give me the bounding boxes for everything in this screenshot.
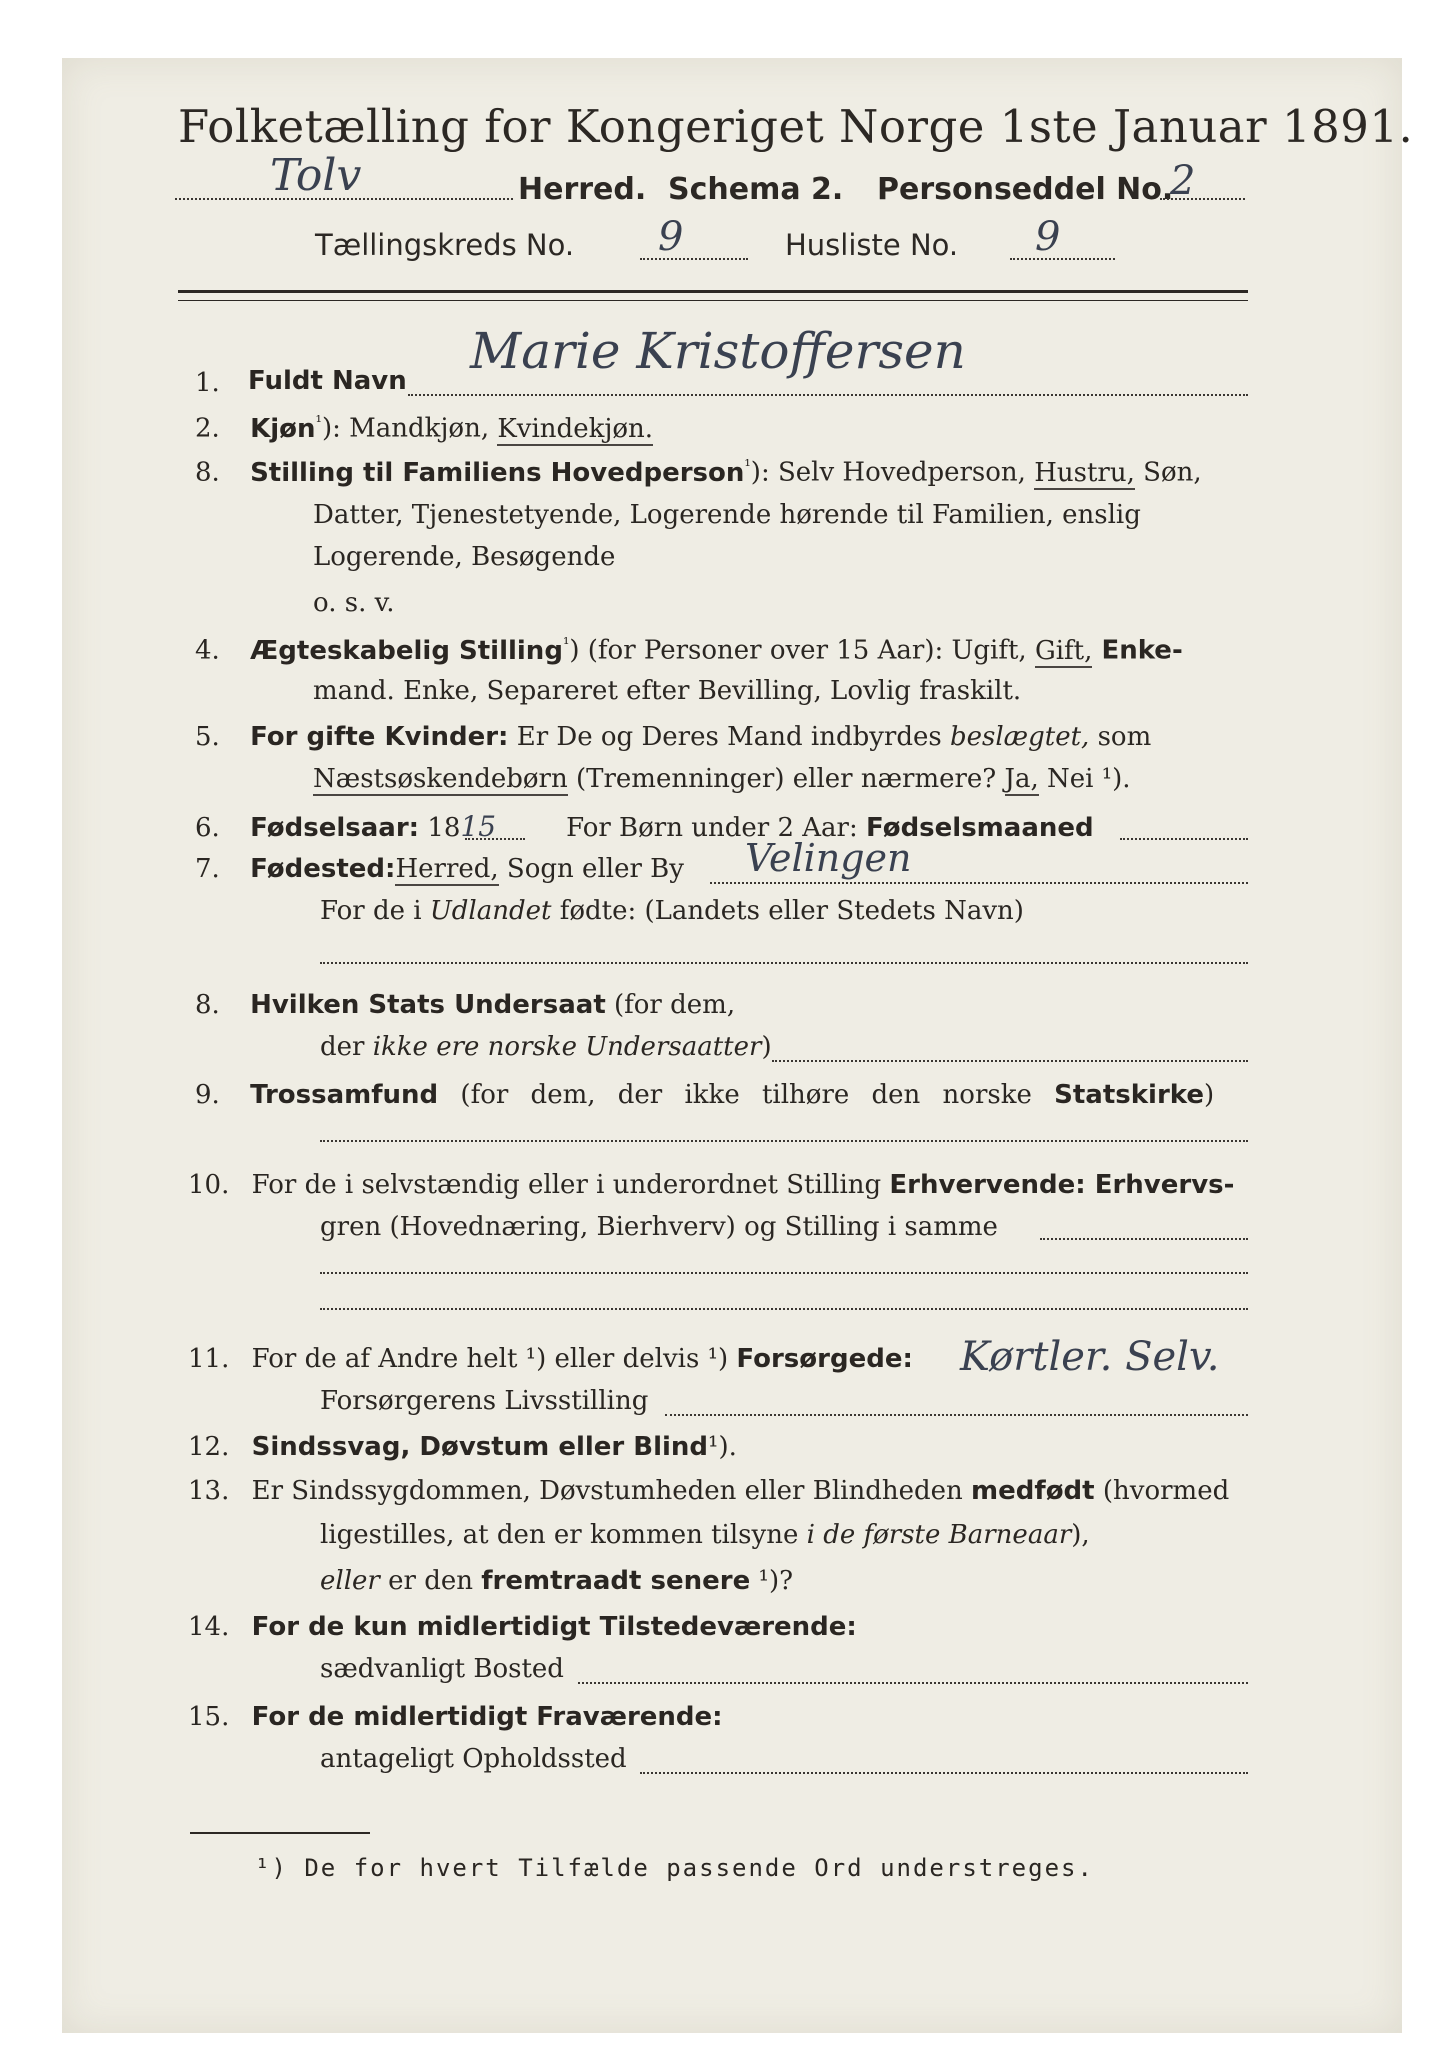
q10-field-line-2: [320, 1272, 1248, 1274]
q5-label: For gifte Kvinder:: [250, 722, 509, 752]
q4-superscript: ¹: [562, 634, 570, 653]
q15-label: For de midlertidigt Fraværende:: [251, 1702, 723, 1732]
q11-line2: Forsørgerens Livsstilling: [320, 1386, 649, 1416]
q10-field-line-1: [1040, 1238, 1248, 1240]
q15-field-line: [640, 1772, 1248, 1774]
q7-line1-post: Sogn eller By: [498, 854, 684, 884]
q8-line2-post: ): [761, 1032, 772, 1062]
herred-handwritten: Tolv: [270, 150, 362, 201]
q8-line1: [195, 990, 735, 1020]
q9-number: 9.: [195, 1080, 220, 1110]
q13-line3: [320, 1566, 793, 1596]
q2-underlined-option: Kvindekjøn.: [497, 413, 654, 444]
q1-number: 1.: [195, 368, 220, 398]
q11-line1-bold: Forsørgede:: [736, 1344, 913, 1374]
q1-label: Fuldt Navn: [248, 366, 407, 396]
q7-line1: [195, 854, 684, 884]
q3-line3: Logerende, Besøgende: [313, 542, 616, 572]
q9-label2: Statskirke: [1054, 1080, 1204, 1110]
q8-field-line: [772, 1060, 1248, 1062]
q7-abroad-line: [320, 962, 1248, 964]
q5-line2: [313, 764, 1131, 794]
q6-month-line: [1120, 838, 1248, 840]
q3-superscript: ¹: [744, 456, 751, 475]
kreds-handwritten: 9: [658, 214, 684, 260]
q3-line4: o. s. v.: [313, 588, 395, 618]
q10-line2: gren (Hovednæring, Bierhverv) og Stilling i samme: [320, 1212, 998, 1242]
q13-line3-mid: er den: [379, 1566, 482, 1596]
q10-line1-pre: For de i selvstændig eller i underordnet Stilling: [251, 1170, 890, 1200]
header-rule-top: [178, 290, 1248, 293]
q3-label: Stilling til Familiens Hovedperson: [250, 457, 745, 488]
q13-line2-pre: ligestilles, at den er kommen tilsyne: [320, 1520, 807, 1550]
q9-field-line: [320, 1140, 1248, 1142]
q10-number: 10.: [188, 1170, 230, 1200]
q13-line2-italic: i de første Barneaar: [806, 1520, 1072, 1550]
q4-label: Ægteskabelig Stilling: [250, 635, 563, 666]
q2-row: [195, 412, 653, 444]
q5-line1-post: som: [1089, 722, 1152, 752]
husliste-field-line: [1010, 258, 1115, 260]
form-title: Folketælling for Kongeriget Norge 1ste Januar 1891.: [178, 100, 1414, 153]
q6-label2: Fødselsmaaned: [866, 813, 1094, 843]
q2-text: ): Mandkjøn,: [321, 413, 498, 444]
q6-label: Fødselsaar:: [250, 813, 420, 843]
q6-year-handwritten: 15: [460, 810, 497, 843]
footnote-rule: [190, 1832, 370, 1834]
q15-line1: [188, 1702, 723, 1732]
q13-line1-pre: Er Sindssygdommen, Døvstumheden eller Blindheden: [251, 1476, 972, 1506]
q11-number: 11.: [188, 1344, 230, 1374]
q8-label: Undersaat: [454, 990, 606, 1020]
q7-line2-post: fødte: (Landets eller Stedets Navn): [551, 896, 1024, 926]
q13-line1-post: (hvormed: [1094, 1476, 1230, 1506]
q13-line3-italic: eller: [320, 1566, 380, 1596]
q13-line3-post: ¹)?: [750, 1566, 794, 1596]
q12-label: Sindssvag, Døvstum eller Blind: [251, 1432, 709, 1462]
q5-underlined-relation: Næstsøskendebørn: [313, 764, 568, 794]
header-rule-bottom: [178, 300, 1248, 301]
q9-text: (for dem, der ikke tilhøre den norske: [438, 1080, 1055, 1110]
q2-label: Kjøn: [250, 413, 316, 444]
q3-line2: Datter, Tjenestetyende, Logerende hørende til Familien, enslig: [313, 500, 1141, 530]
q6-mid-text: For Børn under 2 Aar:: [566, 813, 866, 843]
q13-line1: [188, 1476, 1229, 1506]
q7-number: 7.: [195, 854, 220, 884]
q1-field-line: [408, 394, 1248, 396]
q8-label-pre: Hvilken Stats: [250, 990, 455, 1020]
q3-underlined-option: Hustru,: [1034, 457, 1135, 488]
q15-number: 15.: [188, 1702, 230, 1732]
q9-post: ): [1204, 1080, 1215, 1110]
q14-line1: [188, 1612, 857, 1642]
q5-line1-mid: Er De og Deres Mand indbyrdes: [508, 722, 950, 752]
q13-number: 13.: [188, 1476, 230, 1506]
q7-label: Fødested:: [250, 854, 396, 884]
q3-line1-text: ): Selv Hovedperson,: [750, 457, 1035, 488]
q3-number: 8.: [195, 457, 220, 488]
q7-line2-pre: For de i: [320, 896, 430, 926]
q15-line2: antageligt Opholdssted: [320, 1744, 627, 1774]
kreds-field-line: [640, 258, 748, 260]
q13-line2-post: ),: [1071, 1520, 1090, 1550]
personseddel-field-line: [1160, 198, 1245, 200]
q8-line2: [320, 1032, 772, 1062]
q14-field-line: [578, 1682, 1248, 1684]
q11-line1: [188, 1344, 913, 1374]
q4-line1: [195, 634, 1183, 666]
q4-number: 4.: [195, 635, 220, 666]
q5-line1-italic: beslægtet,: [949, 722, 1090, 752]
q2-superscript: ¹: [315, 412, 322, 431]
q3-line1-post: Søn,: [1134, 457, 1202, 488]
schema-label: Schema 2.: [668, 172, 844, 207]
q14-number: 14.: [188, 1612, 230, 1642]
q6-number: 6.: [195, 813, 220, 843]
q12-number: 12.: [188, 1432, 230, 1462]
kreds-label: Tællingskreds No.: [315, 228, 575, 262]
personseddel-handwritten: 2: [1170, 158, 1196, 204]
q7-field-line: [710, 882, 1248, 884]
q5-line1: [195, 722, 1151, 752]
q4-line1-text: ) (for Personer over 15 Aar): Ugift,: [569, 635, 1035, 666]
q10-line1: [188, 1170, 1234, 1200]
q8-line2-pre: der: [320, 1032, 373, 1062]
q13-line3-bold: fremtraadt senere: [481, 1566, 751, 1596]
q10-line1-bold: Erhvervende: Erhvervs-: [889, 1170, 1235, 1200]
husliste-label: Husliste No.: [785, 228, 959, 262]
q7-underlined-option: Herred,: [395, 854, 499, 884]
q5-line2-mid: (Tremenninger) eller nærmere?: [567, 764, 1005, 794]
q5-underlined-answer: Ja,: [1004, 764, 1039, 794]
q7-line2: [320, 896, 1024, 926]
q11-line1-pre: For de af Andre helt ¹) eller delvis ¹): [251, 1344, 737, 1374]
q7-line2-italic: Udlandet: [429, 896, 552, 926]
q13-line1-bold: medfødt: [971, 1476, 1095, 1506]
q4-underlined-option: Gift,: [1034, 635, 1093, 666]
q1-handwritten-name: Marie Kristoffersen: [470, 322, 966, 380]
q6-year-line: [465, 838, 525, 840]
q11-field-line: [665, 1414, 1248, 1416]
q6-row: [195, 810, 1094, 843]
q5-line2-post: Nei ¹).: [1038, 764, 1131, 794]
q12-row: [188, 1432, 737, 1462]
q3-line1: [195, 456, 1202, 488]
q7-handwritten-place: Velingen: [745, 836, 912, 880]
q4-line1-post: Enke-: [1092, 635, 1183, 666]
q11-handwritten: Kørtler. Selv.: [960, 1334, 1220, 1380]
husliste-handwritten: 9: [1035, 214, 1061, 260]
personseddel-label: Personseddel No.: [877, 172, 1174, 207]
q6-year-prefix: 18: [427, 813, 461, 843]
q14-line2: sædvanligt Bosted: [320, 1654, 564, 1684]
q10-field-line-3: [320, 1308, 1248, 1310]
q5-number: 5.: [195, 722, 220, 752]
herred-label: Herred.: [518, 172, 647, 207]
q13-line2: [320, 1520, 1090, 1550]
q9-label: Trossamfund: [250, 1080, 439, 1110]
q14-label: For de kun midlertidigt Tilstedeværende:: [251, 1612, 857, 1642]
footnote: ¹) De for hvert Tilfælde passende Ord understreges.: [255, 1854, 1094, 1882]
q8-number: 8.: [195, 990, 220, 1020]
q8-line1-post: (for dem,: [605, 990, 736, 1020]
q12-post: ¹).: [708, 1432, 737, 1462]
q9-line1: [195, 1080, 1214, 1110]
q2-number: 2.: [195, 413, 220, 444]
q4-line2: mand. Enke, Separeret efter Bevilling, Lovlig fraskilt.: [313, 676, 1022, 706]
q8-line2-italic: ikke ere norske Undersaatter: [372, 1032, 762, 1062]
